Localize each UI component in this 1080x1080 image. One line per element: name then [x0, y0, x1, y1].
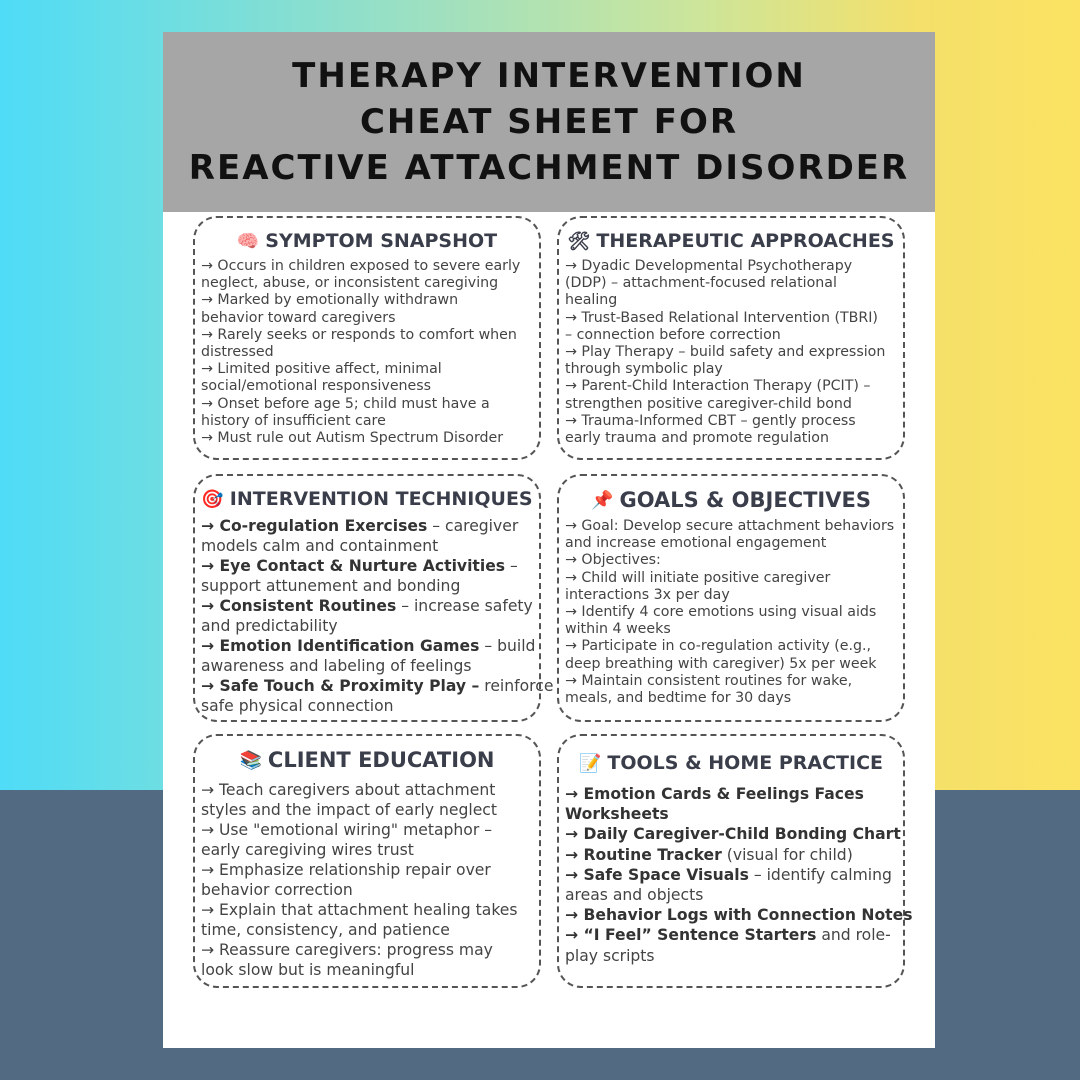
pushpin-icon: 📌 — [591, 489, 614, 511]
tool-item — [565, 946, 897, 966]
text-line: → Use "emotional wiring" metaphor – — [201, 821, 493, 839]
title-line-1: THERAPY INTERVENTION — [292, 56, 806, 96]
technique-desc-cont: models calm and containment — [201, 537, 439, 555]
card-symptom-snapshot — [193, 216, 541, 460]
brain-icon: 🧠 — [236, 230, 260, 252]
tool-desc: – identify calming — [748, 865, 892, 884]
target-icon: 🎯 — [201, 488, 224, 510]
text-line: → Play Therapy – build safety and expression — [565, 344, 886, 361]
title-line-3: REACTIVE ATTACHMENT DISORDER — [188, 148, 910, 188]
technique-item — [201, 676, 554, 696]
text-line: → Must rule out Autism Spectrum Disorder — [201, 430, 504, 447]
text-line: through symbolic play — [565, 361, 723, 378]
text-line: → Trust-Based Relational Intervention (TBRI) — [565, 309, 878, 326]
text-line: → Explain that attachment healing takes — [201, 901, 518, 919]
tool-name: → Routine Tracker — [565, 845, 722, 864]
title-line-2: CHEAT SHEET FOR — [359, 102, 739, 142]
text-line: → Participate in co-regulation activity (e.g., — [565, 638, 872, 655]
tools-icon: 🛠 — [567, 230, 591, 252]
technique-name: → Safe Touch & Proximity Play – — [201, 677, 480, 695]
text-line: social/emotional responsiveness — [201, 378, 432, 395]
text-line: → Onset before age 5; child must have a — [201, 395, 490, 412]
text-line: behavior correction — [201, 881, 353, 899]
technique-desc: reinforce — [479, 677, 554, 695]
tool-item — [565, 865, 897, 885]
technique-name: → Emotion Identification Games — [201, 637, 480, 655]
technique-desc: – caregiver — [427, 517, 519, 535]
tool-item — [565, 885, 897, 905]
tool-item — [565, 784, 897, 804]
technique-desc: – increase safety — [396, 597, 533, 615]
text-line: early trauma and promote regulation — [565, 430, 829, 447]
text-line: → Marked by emotionally withdrawn — [201, 292, 459, 309]
text-line: → Trauma-Informed CBT – gently process — [565, 412, 856, 429]
technique-desc: – — [505, 557, 518, 575]
tool-item — [565, 905, 913, 925]
text-line: within 4 weeks — [565, 621, 671, 638]
tool-name: → “I Feel” Sentence Starters — [565, 926, 817, 945]
tool-name: → Emotion Cards & Feelings Faces — [565, 785, 864, 803]
text-line: (DDP) – attachment-focused relational — [565, 275, 837, 292]
card-title — [201, 230, 533, 252]
text-line: → Identify 4 core emotions using visual aids — [565, 604, 877, 621]
technique-desc-cont: and predictability — [201, 617, 338, 635]
tool-desc: and role- — [816, 926, 891, 945]
technique-desc: – build — [479, 637, 536, 655]
card-intervention-techniques — [193, 474, 554, 722]
text-line: healing — [565, 292, 618, 309]
technique-name: → Consistent Routines — [201, 597, 397, 615]
text-line: time, consistency, and patience — [201, 921, 450, 939]
text-line: → Rarely seeks or responds to comfort when — [201, 326, 517, 343]
technique-item — [201, 516, 533, 536]
text-line: neglect, abuse, or inconsistent caregiving — [201, 275, 499, 292]
technique-item — [201, 596, 533, 616]
card-therapeutic-approaches — [557, 216, 905, 460]
card-title-text: GOALS & OBJECTIVES — [619, 488, 871, 512]
card-title — [201, 488, 533, 510]
text-line: – connection before correction — [565, 326, 781, 343]
text-line: → Goal: Develop secure attachment behaviors — [565, 518, 895, 534]
technique-item — [201, 556, 533, 576]
card-title-text: CLIENT EDUCATION — [267, 748, 495, 772]
text-line: → Parent-Child Interaction Therapy (PCIT) – — [565, 378, 871, 395]
card-goals-objectives — [557, 474, 905, 722]
text-line: distressed — [201, 344, 274, 361]
text-line: → Teach caregivers about attachment — [201, 781, 496, 799]
text-line: → Occurs in children exposed to severe early — [201, 258, 521, 274]
tool-name: → Behavior Logs with Connection Notes — [565, 906, 913, 925]
text-line: meals, and bedtime for 30 days — [565, 690, 792, 707]
card-title-text: TOOLS & HOME PRACTICE — [607, 752, 883, 774]
tool-item — [565, 845, 897, 865]
card-title-text: SYMPTOM SNAPSHOT — [265, 230, 498, 252]
tool-name: → Daily Caregiver-Child Bonding Chart — [565, 825, 901, 844]
memo-icon: 📝 — [579, 752, 602, 774]
tool-desc: play scripts — [565, 946, 655, 965]
text-line: → Emphasize relationship repair over — [201, 861, 491, 879]
technique-item — [201, 636, 536, 656]
tool-desc: (visual for child) — [721, 845, 853, 864]
text-line: → Limited positive affect, minimal — [201, 361, 442, 378]
technique-desc-cont: awareness and labeling of feelings — [201, 657, 472, 675]
tool-name: Worksheets — [565, 805, 669, 824]
tool-item — [565, 824, 901, 844]
title-banner — [163, 32, 935, 212]
technique-name: → Eye Contact & Nurture Activities — [201, 557, 506, 575]
card-title-text: INTERVENTION TECHNIQUES — [229, 488, 533, 510]
tool-desc: areas and objects — [565, 886, 704, 905]
text-line: deep breathing with caregiver) 5x per week — [565, 655, 877, 672]
text-line: → Objectives: — [565, 552, 661, 569]
card-tools-home-practice — [557, 734, 913, 988]
tool-item — [565, 925, 897, 945]
books-icon: 📚 — [239, 749, 262, 771]
text-line: behavior toward caregivers — [201, 309, 396, 326]
text-line: styles and the impact of early neglect — [201, 801, 497, 819]
text-line: look slow but is meaningful — [201, 961, 415, 979]
technique-name: → Co-regulation Exercises — [201, 517, 428, 535]
card-title-text: THERAPEUTIC APPROACHES — [596, 230, 895, 252]
card-client-education — [193, 734, 541, 988]
text-line: interactions 3x per day — [565, 586, 730, 603]
tool-item — [565, 804, 897, 824]
text-line: → Dyadic Developmental Psychotherapy — [565, 258, 853, 274]
text-line: strengthen positive caregiver-child bond — [565, 395, 852, 412]
card-title — [565, 752, 897, 774]
text-line: → Reassure caregivers: progress may — [201, 941, 493, 959]
text-line: and increase emotional engagement — [565, 535, 827, 552]
card-title — [201, 748, 533, 772]
text-line: → Maintain consistent routines for wake, — [565, 672, 853, 689]
text-line: early caregiving wires trust — [201, 841, 414, 859]
technique-desc-cont: safe physical connection — [201, 697, 394, 715]
text-line: history of insufficient care — [201, 412, 386, 429]
card-title — [565, 230, 897, 252]
technique-desc-cont: support attunement and bonding — [201, 577, 461, 595]
card-title — [565, 488, 897, 512]
text-line: → Child will initiate positive caregiver — [565, 569, 831, 586]
tool-name: → Safe Space Visuals — [565, 865, 749, 884]
cheat-sheet — [163, 32, 935, 1048]
